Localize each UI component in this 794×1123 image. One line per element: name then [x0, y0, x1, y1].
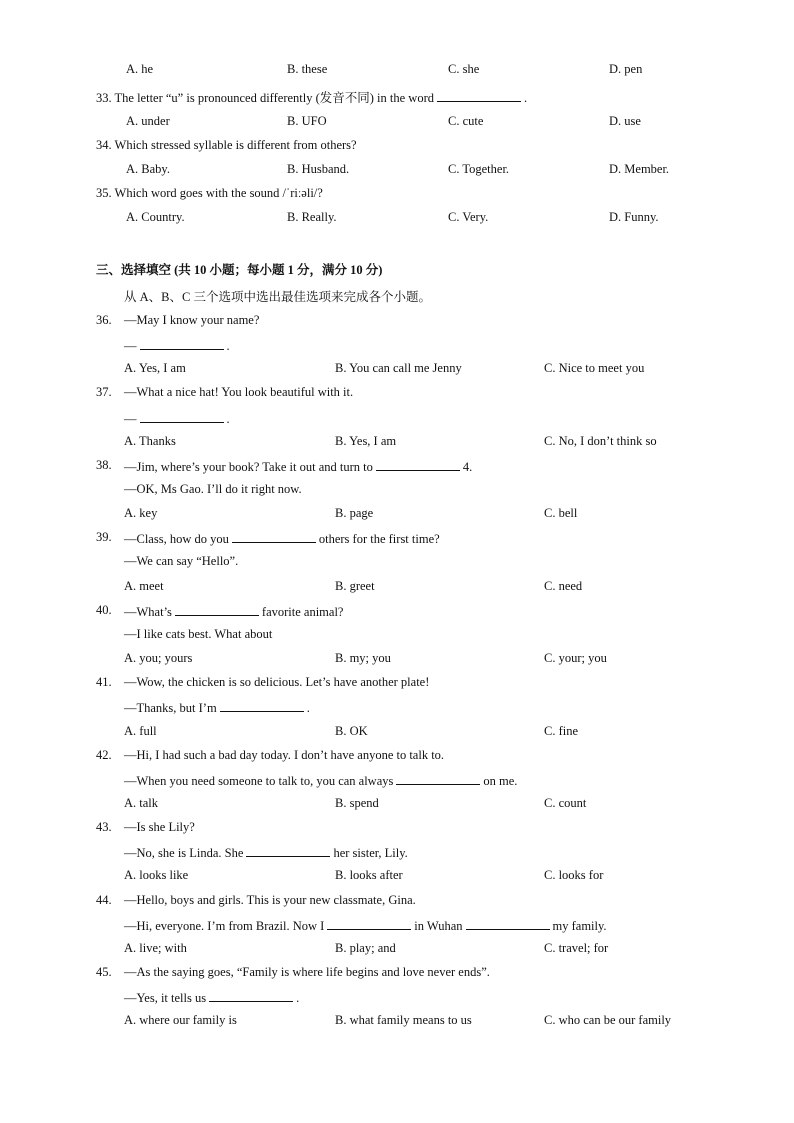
option-c: C. No, I don’t think so [544, 434, 657, 448]
option-a: A. he [126, 62, 154, 76]
option-c: C. looks for [544, 868, 604, 882]
option-c: C. Together. [448, 162, 510, 176]
option-b: B. Really. [287, 210, 337, 224]
answer-blank [175, 603, 259, 616]
section-title: 三、选择填空 (共 10 小题；每小题 1 分，满分 10 分) [96, 263, 383, 277]
dialogue-line-2 [124, 989, 299, 1006]
option-d: D. pen [609, 62, 643, 76]
option-a: A. Country. [126, 210, 185, 224]
dialogue-line-1: —As the saying goes, “Family is where life begins and love never ends”. [124, 965, 490, 979]
option-c: C. she [448, 62, 480, 76]
question-number: 37. [96, 385, 112, 399]
option-a: A. Yes, I am [124, 361, 186, 375]
option-a: A. Thanks [124, 434, 176, 448]
dialogue-text: — [124, 339, 137, 353]
question-number: 44. [96, 893, 112, 907]
option-a: A. you; yours [124, 651, 193, 665]
option-a: A. live; with [124, 941, 187, 955]
option-a: A. key [124, 506, 158, 520]
option-c: C. bell [544, 506, 578, 520]
option-a: A. full [124, 724, 157, 738]
option-b: B. greet [335, 579, 375, 593]
answer-blank [437, 89, 521, 102]
option-b: B. these [287, 62, 328, 76]
option-b: B. Husband. [287, 162, 350, 176]
dialogue-line-2: —OK, Ms Gao. I’ll do it right now. [124, 482, 302, 496]
option-b: B. what family means to us [335, 1013, 472, 1027]
option-a: A. Baby. [126, 162, 170, 176]
option-c: C. who can be our family [544, 1013, 672, 1027]
dialogue-text: —Yes, it tells us [124, 991, 207, 1005]
dialogue-line-2 [124, 844, 408, 861]
dialogue-line-2 [124, 917, 607, 934]
question-number: 45. [96, 965, 112, 979]
dialogue-end: on me. [483, 774, 518, 788]
question-stem [96, 88, 527, 106]
dialogue-text: —When you need someone to talk to, you can always [124, 774, 394, 788]
answer-blank [327, 917, 411, 930]
option-b: B. my; you [335, 651, 391, 665]
option-c: C. travel; for [544, 941, 609, 955]
dialogue-line-1 [124, 603, 343, 620]
option-c: C. Nice to meet you [544, 361, 645, 375]
dialogue-line-1: —Hello, boys and girls. This is your new classmate, Gina. [124, 893, 416, 907]
dialogue-end: . [226, 339, 230, 353]
answer-blank [140, 410, 224, 423]
question-number: 43. [96, 820, 112, 834]
option-c: C. fine [544, 724, 579, 738]
option-b: B. page [335, 506, 374, 520]
option-a: A. looks like [124, 868, 189, 882]
dialogue-line-2 [124, 410, 230, 427]
option-c: C. cute [448, 114, 484, 128]
option-c: C. need [544, 579, 583, 593]
stem-end: . [524, 91, 528, 105]
answer-blank-2 [466, 917, 550, 930]
dialogue-line-2 [124, 699, 310, 716]
option-d: D. Member. [609, 162, 670, 176]
option-d: D. use [609, 114, 641, 128]
dialogue-text: —No, she is Linda. She [124, 846, 244, 860]
answer-blank [220, 699, 304, 712]
dialogue-line-2: —I like cats best. What about [124, 627, 273, 641]
answer-blank [396, 772, 480, 785]
question-number: 41. [96, 675, 112, 689]
dialogue-text: —Jim, where’s your book? Take it out and turn to [124, 460, 373, 474]
question-number: 36. [96, 313, 112, 327]
dialogue-line-1 [124, 530, 440, 547]
question-stem: 35. Which word goes with the sound /ˈriːəli/? [96, 186, 323, 200]
dialogue-end: my family. [552, 919, 607, 933]
question-number: 40. [96, 603, 112, 617]
dialogue-end: . [226, 412, 230, 426]
dialogue-line-2 [124, 337, 230, 354]
option-c: C. your; you [544, 651, 607, 665]
dialogue-end: others for the first time? [318, 532, 440, 546]
option-a: A. meet [124, 579, 164, 593]
dialogue-text: —Class, how do you [124, 532, 229, 546]
answer-blank [232, 530, 316, 543]
option-a: A. under [126, 114, 170, 128]
option-d: D. Funny. [609, 210, 659, 224]
option-b: B. You can call me Jenny [335, 361, 462, 375]
dialogue-text: —Thanks, but I’m [124, 701, 217, 715]
answer-blank [140, 337, 224, 350]
dialogue-end: . [306, 701, 310, 715]
option-c: C. count [544, 796, 587, 810]
dialogue-end: 4. [462, 460, 473, 474]
option-a: A. talk [124, 796, 159, 810]
dialogue-line-2 [124, 772, 517, 789]
option-c: C. Very. [448, 210, 489, 224]
dialogue-line-1 [124, 458, 472, 475]
section-instruction: 从 A、B、C 三个选项中选出最佳选项来完成各个小题。 [124, 290, 431, 304]
answer-blank [246, 844, 330, 857]
option-a: A. where our family is [124, 1013, 237, 1027]
dialogue-text: —What’s [124, 605, 172, 619]
option-b: B. spend [335, 796, 379, 810]
question-number: 38. [96, 458, 112, 472]
option-b: B. play; and [335, 941, 396, 955]
dialogue-line-1: —Hi, I had such a bad day today. I don’t have anyone to talk to. [124, 748, 445, 762]
question-stem: 34. Which stressed syllable is different from others? [96, 138, 357, 152]
dialogue-line-1: —Is she Lily? [124, 820, 195, 834]
option-b: B. Yes, I am [335, 434, 397, 448]
dialogue-end: favorite animal? [261, 605, 344, 619]
option-b: B. OK [335, 724, 368, 738]
dialogue-text: —Hi, everyone. I’m from Brazil. Now I [124, 919, 325, 933]
option-b: B. UFO [287, 114, 327, 128]
dialogue-text: — [124, 412, 137, 426]
answer-blank [209, 989, 293, 1002]
dialogue-end: . [296, 991, 300, 1005]
dialogue-line-1: —May I know your name? [124, 313, 260, 327]
answer-blank [376, 458, 460, 471]
dialogue-line-1: —Wow, the chicken is so delicious. Let’s have another plate! [124, 675, 430, 689]
dialogue-text-mid: in Wuhan [414, 919, 463, 933]
question-number: 42. [96, 748, 112, 762]
dialogue-line-2: —We can say “Hello”. [124, 554, 239, 568]
option-b: B. looks after [335, 868, 403, 882]
stem-text: 33. The letter “u” is pronounced differently (发音不同) in the word [96, 91, 434, 105]
question-number: 39. [96, 530, 112, 544]
dialogue-line-1: —What a nice hat! You look beautiful with it. [124, 385, 354, 399]
dialogue-end: her sister, Lily. [333, 846, 408, 860]
